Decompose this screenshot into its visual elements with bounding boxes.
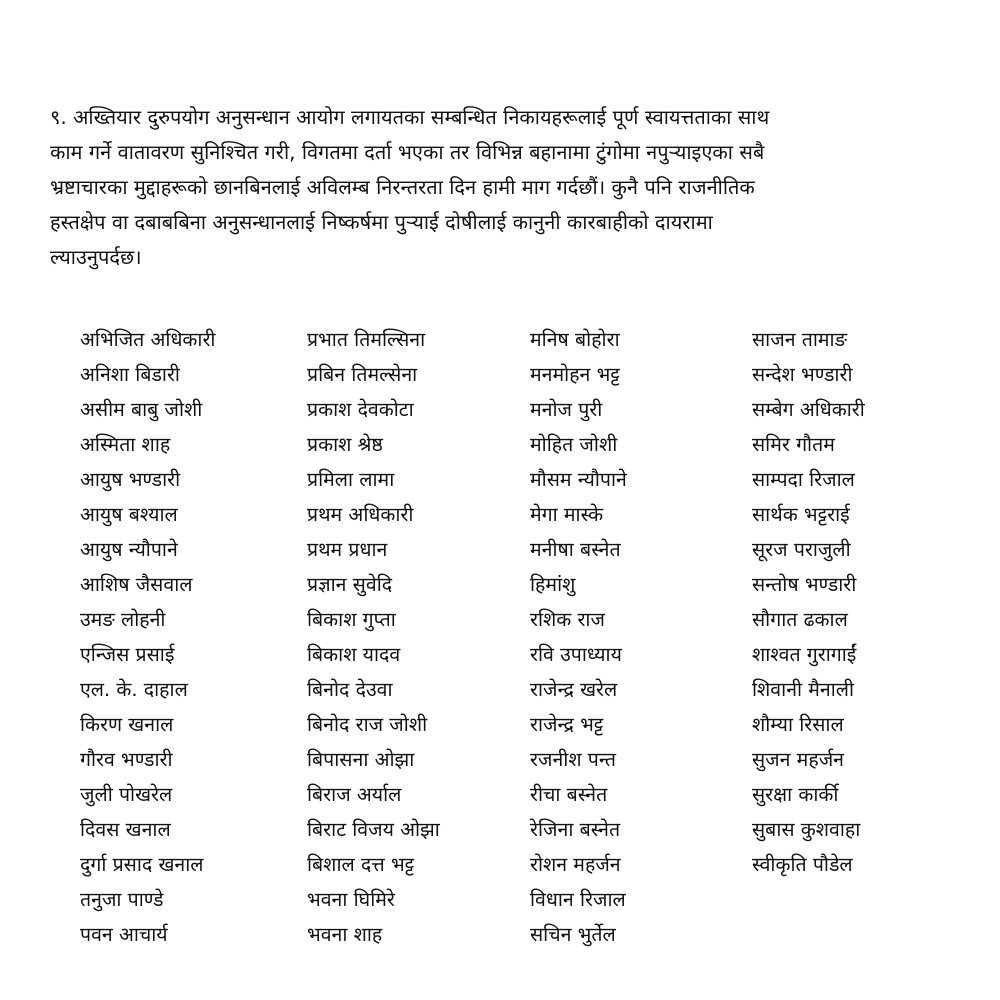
signatory-name: सुजन महर्जन [752, 748, 844, 771]
signatory-name: मेगा मास्के [530, 503, 604, 526]
signatory-name: सूरज पराजुली [752, 538, 851, 561]
signatory-name: विधान रिजाल [530, 888, 626, 911]
signatory-name: सुरक्षा कार्की [752, 783, 839, 806]
signatory-column-3 [530, 322, 750, 952]
signatory-list [80, 322, 960, 962]
signatory-name: तनुजा पाण्डे [80, 888, 164, 911]
paragraph-line: ल्याउनुपर्दछ। [50, 245, 142, 269]
signatory-name: पवन आचार्य [80, 923, 168, 946]
signatory-name: प्रथम अधिकारी [307, 503, 414, 526]
demand-paragraph [50, 100, 950, 275]
paragraph-line: काम गर्ने वातावरण सुनिश्चित गरी, विगतमा दर्ता भएका तर विभिन्न बहानामा टुंगोमा नपुऱ्याइएका सबै [50, 140, 765, 164]
signatory-name: रवि उपाध्याय [530, 643, 622, 666]
signatory-name: आशिष जैसवाल [80, 573, 193, 596]
paragraph-line: हस्तक्षेप वा दबाबबिना अनुसन्धानलाई निष्कर्षमा पुऱ्याई दोषीलाई कानुनी कारबाहीको दायरामा [50, 210, 713, 234]
signatory-name: राजेन्द्र खरेल [530, 678, 618, 701]
signatory-name: मौसम न्यौपाने [530, 468, 627, 491]
signatory-name: शाश्वत गुरागाईं [752, 643, 857, 666]
signatory-name: मनिष बोहोरा [530, 328, 620, 351]
signatory-name: सचिन भुर्तेल [530, 923, 616, 946]
signatory-name: आयुष भण्डारी [80, 468, 181, 491]
signatory-name: किरण खनाल [80, 713, 174, 736]
signatory-name: असीम बाबु जोशी [80, 398, 203, 421]
signatory-name: बिकाश गुप्ता [307, 608, 396, 631]
signatory-name: आयुष बश्याल [80, 503, 178, 526]
signatory-name: आयुष न्यौपाने [80, 538, 178, 561]
signatory-name: अनिशा बिडारी [80, 363, 180, 386]
signatory-name: बिनोद राज जोशी [307, 713, 428, 736]
signatory-name: बिराट विजय ओझा [307, 818, 440, 841]
signatory-name: प्रज्ञान सुवेदि [307, 573, 393, 596]
signatory-name: जुली पोखरेल [80, 783, 173, 806]
signatory-column-2 [307, 322, 527, 952]
signatory-name: समिर गौतम [752, 433, 835, 456]
signatory-name: रेजिना बस्नेत [530, 818, 621, 841]
signatory-name: मोहित जोशी [530, 433, 618, 456]
signatory-name: हिमांशु [530, 573, 576, 596]
signatory-name: प्रकाश श्रेष्ठ [307, 433, 383, 456]
signatory-name: रजनीश पन्त [530, 748, 616, 771]
signatory-name: सौगात ढकाल [752, 608, 848, 631]
paragraph-line: भ्रष्टाचारका मुद्दाहरूको छानबिनलाई अविलम्ब निरन्तरता दिन हामी माग गर्दछौं। कुनै पनि राजनीतिक [50, 175, 755, 199]
signatory-name: बिशाल दत्त भट्ट [307, 853, 415, 876]
signatory-name: एल. के. दाहाल [80, 678, 188, 701]
signatory-name: साम्पदा रिजाल [752, 468, 855, 491]
signatory-name: अस्मिता शाह [80, 433, 171, 456]
signatory-column-4 [752, 322, 972, 882]
signatory-name: शौम्या रिसाल [752, 713, 844, 736]
signatory-name: प्रमिला लामा [307, 468, 395, 491]
signatory-name: सन्देश भण्डारी [752, 363, 853, 386]
signatory-name: राजेन्द्र भट्ट [530, 713, 604, 736]
signatory-name: बिराज अर्याल [307, 783, 402, 806]
signatory-name: मनोज पुरी [530, 398, 603, 421]
signatory-name: प्रभात तिमल्सिना [307, 328, 426, 351]
signatory-name: बिकाश यादव [307, 643, 401, 666]
signatory-name: स्वीकृति पौडेल [752, 853, 853, 876]
signatory-name: सन्तोष भण्डारी [752, 573, 857, 596]
signatory-name: सम्बेग अधिकारी [752, 398, 865, 421]
signatory-name: मनीषा बस्नेत [530, 538, 621, 561]
signatory-name: मनमोहन भट्ट [530, 363, 620, 386]
signatory-name: सार्थक भट्टराई [752, 503, 850, 526]
signatory-name: उमङ लोहनी [80, 608, 166, 631]
signatory-name: भवना शाह [307, 923, 383, 946]
signatory-name: रोशन महर्जन [530, 853, 621, 876]
signatory-name: गौरव भण्डारी [80, 748, 173, 771]
signatory-column-1 [80, 322, 300, 952]
signatory-name: एन्जिस प्रसाई [80, 643, 175, 666]
signatory-name: प्रबिन तिमल्सेना [307, 363, 418, 386]
paragraph-line: ९. अख्तियार दुरुपयोग अनुसन्धान आयोग लगायतका सम्बन्धित निकायहरूलाई पूर्ण स्वायत्तताका साथ [50, 105, 770, 129]
signatory-name: प्रकाश देवकोटा [307, 398, 414, 421]
signatory-name: साजन तामाङ [752, 328, 848, 351]
signatory-name: दुर्गा प्रसाद खनाल [80, 853, 204, 876]
signatory-name: बिपासना ओझा [307, 748, 415, 771]
signatory-name: भवना घिमिरे [307, 888, 395, 911]
signatory-name: अभिजित अधिकारी [80, 328, 216, 351]
signatory-name: प्रथम प्रधान [307, 538, 388, 561]
signatory-name: शिवानी मैनाली [752, 678, 855, 701]
signatory-name: दिवस खनाल [80, 818, 171, 841]
signatory-name: रीचा बस्नेत [530, 783, 608, 806]
signatory-name: बिनोद देउवा [307, 678, 393, 701]
signatory-name: रशिक राज [530, 608, 605, 631]
signatory-name: सुबास कुशवाहा [752, 818, 861, 841]
